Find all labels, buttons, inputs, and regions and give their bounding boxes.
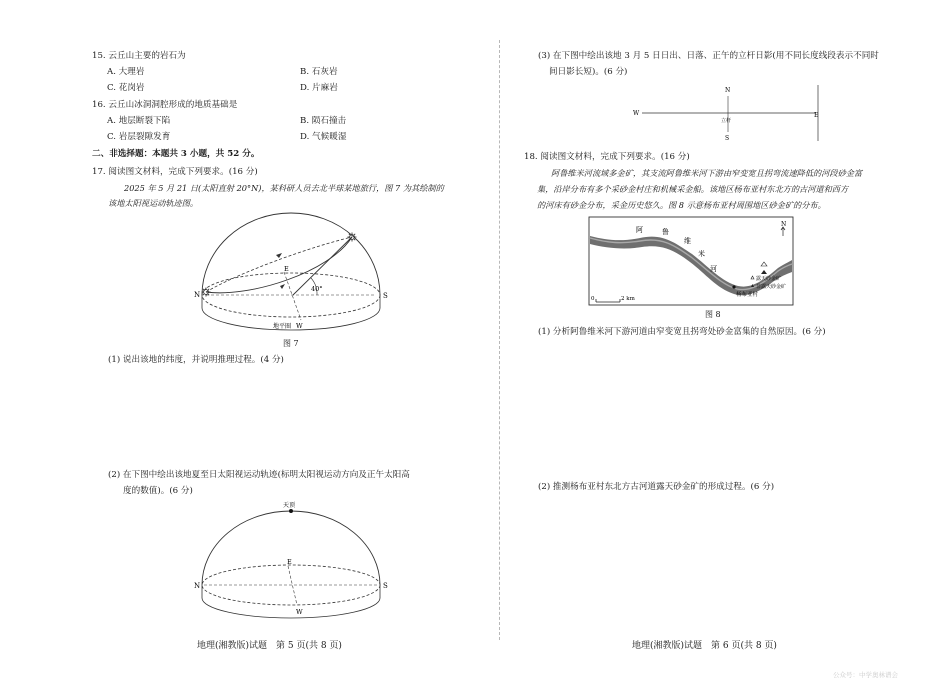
q18-material-line3: 的河床有砂金分布，采金历史悠久。图 8 示意杨布亚村周围地区砂金矿的分布。 [537,200,826,210]
compass-label-n: N [725,87,731,94]
fig7-label-w: W [296,322,303,330]
fig7-label-s: S [383,292,388,300]
q15-stem: 15. 云丘山主要的岩石为 [92,51,186,61]
fig7-caption: 图 7 [283,339,299,348]
blank-zenith-label: 天顶 [283,502,296,509]
figure-7-sun-path-diagram [180,212,400,342]
zenith-dot [289,509,293,513]
q18-material-line2: 集，沿岸分布有多个采砂金村庄和机械采金船。该地区杨布亚村东北方的古河道和西方 [537,184,849,194]
section-2-heading: 二、非选择题：本题共 3 小题，共 52 分。 [92,149,260,159]
compass-label-e: E [814,112,819,119]
q15-option-b: B. 石灰岩 [300,67,338,77]
q17-sub2-line2: 度的数值)。(6 分) [123,486,193,496]
fig7-angle-label: 40° [311,285,323,293]
q16-stem: 16. 云丘山冰洞洞腔形成的地质基础是 [92,100,238,110]
village-dot-icon [732,285,735,288]
q15-option-a: A. 大理岩 [107,67,145,77]
fig7-label-e: E [284,265,289,273]
q17-sub1: (1) 说出该地的纬度，并说明推理过程。(4 分) [108,355,284,365]
blank-horizon-base [202,585,380,618]
watermark: 公众号：中学奥林谱会 [833,671,898,679]
scale-distance-label: 2 km [621,296,635,302]
legend-underground-label: 非露天砂金矿 [756,284,787,290]
q17-material-line2: 该地太阳视运动轨迹图。 [108,198,199,208]
map-north-label: N [781,221,787,228]
shadow-compass-diagram [630,82,830,146]
pole-label: 立杆 [721,118,732,124]
fig8-caption: 图 8 [705,310,721,319]
village-label: 杨布亚村 [736,292,759,298]
figure-8-gold-map [588,216,798,308]
compass-label-w: W [633,110,640,117]
right-page-footer: 地理(湘教版)试题 第 6 页(共 8 页) [632,641,777,651]
blank-label-e: E [287,558,292,566]
sun-path-upper [206,237,352,292]
left-page-footer: 地理(湘教版)试题 第 5 页(共 8 页) [197,641,342,651]
blank-east-west-line [288,566,297,605]
q17-sub3-line1: (3) 在下图中绘出该地 3 月 5 日日出、日落、正午的立杆日影(用不同长度线段表示不同时 [538,51,879,61]
river-char-4: 米 [698,250,705,258]
river-char-2: 鲁 [662,228,669,236]
q17-sub3-line2: 间日影长短)。(6 分) [549,67,628,77]
q15-option-d: D. 片麻岩 [300,83,338,93]
sun-path-lower [206,237,352,293]
blank-label-w: W [296,608,303,616]
q15-option-c: C. 花岗岩 [107,83,145,93]
q16-option-a: A. 地层断裂下陷 [107,116,171,126]
river-char-3: 维 [684,237,691,245]
q16-option-d: D. 气候暖湿 [300,132,347,142]
east-west-line [284,272,301,320]
celestial-dome-arc [202,213,380,295]
blank-dome-arc [202,511,380,585]
q16-option-b: B. 陨石撞击 [300,116,347,126]
q17-sub2-line1: (2) 在下图中绘出该地夏至日太阳视运动轨迹(标明太阳视运动方向及正午太阳高 [108,470,410,480]
river-char-5: 河 [710,265,717,273]
blank-label-s: S [383,582,388,590]
blank-label-n: N [194,582,201,590]
q18-sub2: (2) 推测杨布亚村东北方古河道露天砂金矿的形成过程。(6 分) [538,482,775,492]
sun-direction-arrow-icon [276,253,282,258]
compass-label-s: S [725,135,730,142]
q18-material-line1: 阿鲁维米河流域多金矿，其支流阿鲁维米河下游由窄变宽且拐弯流速降低的河段砂金富 [551,168,863,178]
q17-stem: 17. 阅读图文材料，完成下列要求。(16 分) [92,167,258,177]
blank-sun-path-diagram [180,500,400,630]
sun-direction-arrow-icon-2 [280,284,285,289]
legend-open-pit-label: 露天砂金矿 [756,276,782,282]
q18-stem: 18. 阅读图文材料，完成下列要求。(16 分) [524,152,690,162]
q18-sub1: (1) 分析阿鲁维米河下游河道由窄变宽且拐弯处砂金富集的自然原因。(6 分) [538,327,826,337]
scale-zero-label: 0 [591,296,595,302]
page-divider [499,40,500,640]
river-char-1: 阿 [636,226,643,234]
q17-material-line1: 2025 年 5 月 21 日(太阳直射 20°N)，某科研人员去北半球某地旅行，图 7 为其绘制的 [124,183,444,193]
q16-option-c: C. 岩层裂隙发育 [107,132,171,142]
fig7-label-n: N [194,291,201,299]
fig7-horizon-label: 地平圈 [273,323,292,330]
